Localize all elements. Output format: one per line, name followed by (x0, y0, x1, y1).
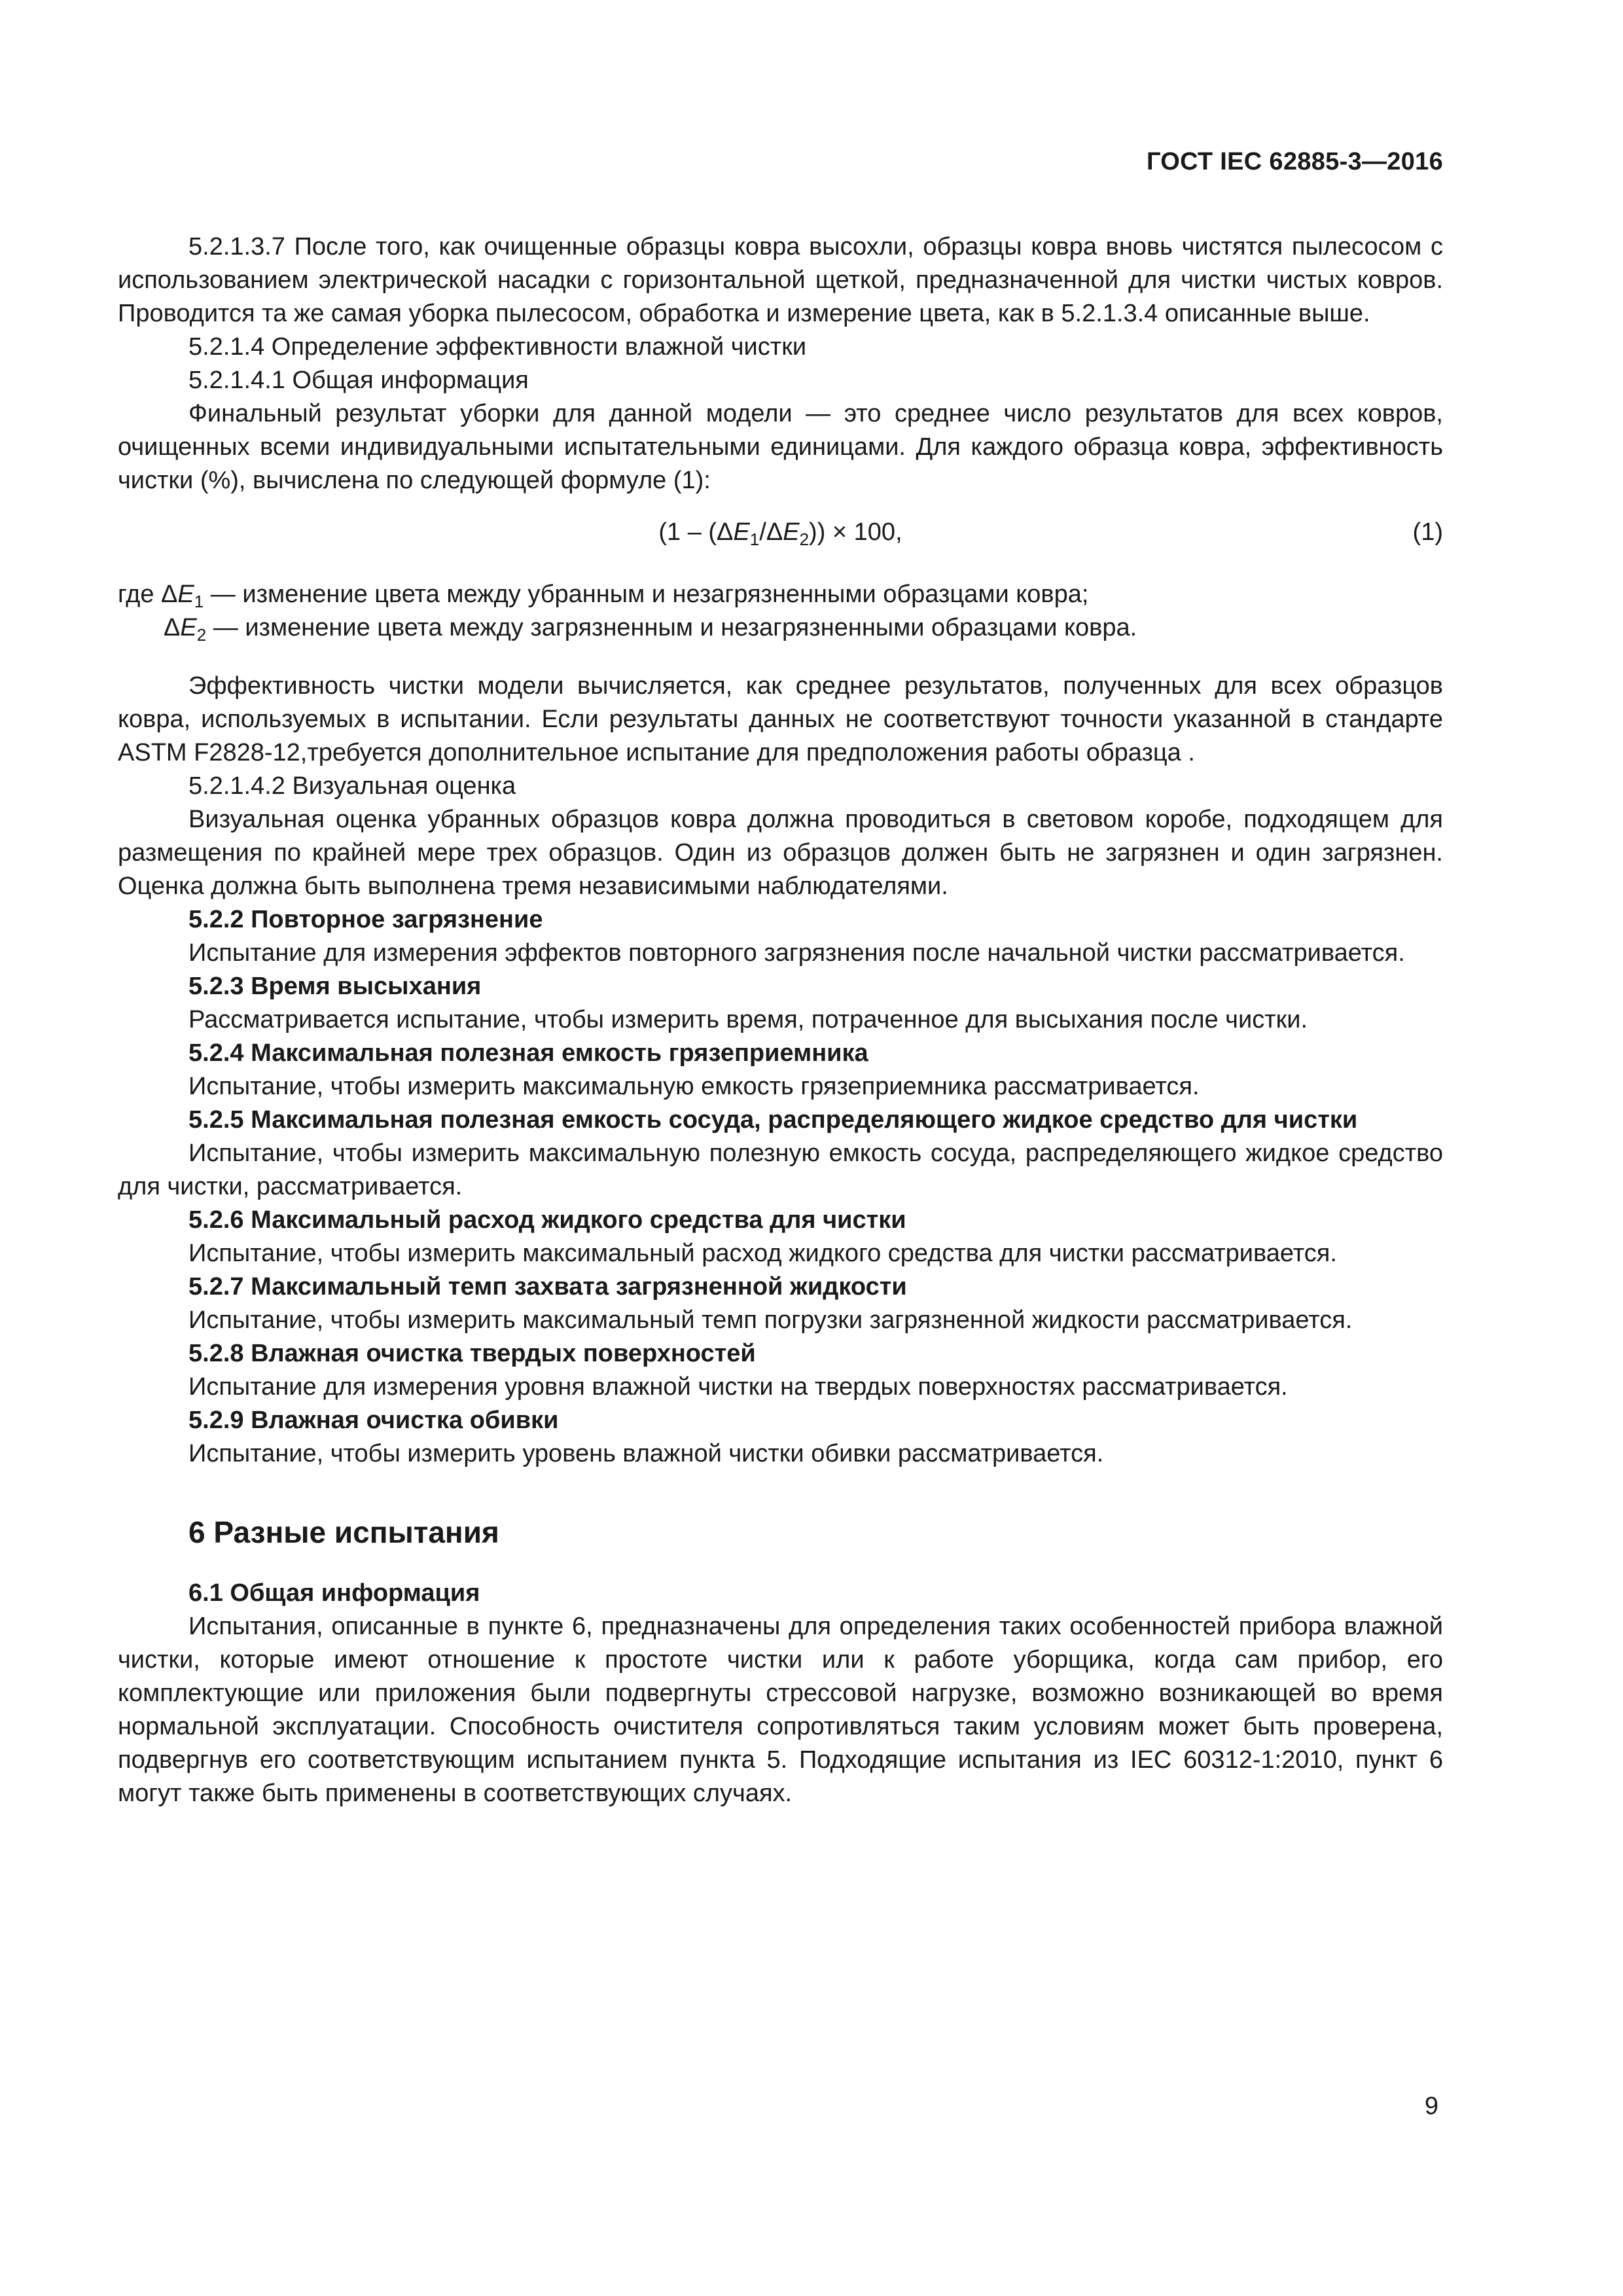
formula: $(1 - (\Delta E_1/\Delta E_2)) \times 100$, (658, 518, 902, 549)
paragraph-efficiency: Эффективность чистки модели вычисляется, как среднее результатов, полученных для всех образцов ковра, используемых в испытании. Если результаты данных не соответствуют точности указанной в стандарте ASTM F2828-12,требуется дополнительное испытание для предположения работы образца . (118, 672, 1443, 766)
heading-6-1: 6.1 Общая информация (188, 1579, 480, 1607)
page-content (118, 230, 1443, 1810)
text-5-2-4: Испытание, чтобы измерить максимальную емкость грязеприемника рассматривается. (188, 1073, 1200, 1100)
text-5-2-5: Испытание, чтобы измерить максимальную полезную емкость сосуда, распределяющего жидкое средство для чистки, рассматривается. (118, 1139, 1443, 1200)
text-5-2-8: Испытание для измерения уровня влажной чистки на твердых поверхностях рассматривается. (188, 1373, 1288, 1401)
heading-5-2-6: 5.2.6 Максимальный расход жидкого средства для чистки (188, 1206, 906, 1234)
where-definition-1: где $\Delta E_1$ — изменение цвета между убранным и незагрязненными образцами ковра; (118, 581, 1089, 611)
section-6-title: 6 Разные испытания (188, 1515, 499, 1549)
page-number: 9 (1424, 2092, 1438, 2120)
heading-5-2-1-4: 5.2.1.4 Определение эффективности влажной чистки (188, 333, 807, 361)
heading-5-2-2: 5.2.2 Повторное загрязнение (188, 906, 543, 933)
heading-5-2-9: 5.2.9 Влажная очистка обивки (188, 1407, 559, 1434)
formula-row (118, 516, 1443, 549)
text-5-2-3: Рассматривается испытание, чтобы измерить время, потраченное для высыхания после чистки. (188, 1006, 1308, 1033)
heading-5-2-7: 5.2.7 Максимальный темп захвата загрязненной жидкости (188, 1273, 907, 1300)
heading-5-2-8: 5.2.8 Влажная очистка твердых поверхностей (188, 1340, 756, 1367)
paragraph-visual-assessment: Визуальная оценка убранных образцов ковра должна проводиться в световом коробе, подходящем для размещения по крайней мере трех образцов. Один из образцов должен быть не загрязнен и один загрязнен. Оценка должна быть выполнена тремя независимыми наблюдателями. (118, 806, 1443, 900)
text-5-2-6: Испытание, чтобы измерить максимальный расход жидкого средства для чистки рассматривается. (188, 1240, 1337, 1267)
heading-5-2-5: 5.2.5 Максимальная полезная емкость сосуда, распределяющего жидкое средство для чистки (188, 1106, 1358, 1134)
text-6-1: Испытания, описанные в пункте 6, предназначены для определения таких особенностей прибора влажной чистки, которые имеют отношение к простоте чистки или к работе уборщика, когда сам прибор, его комплектующие или приложения были подвергнуты стрессовой нагрузке, возможно возникающей во время нормальной эксплуатации. Способность очистителя сопротивляться таким условиям может быть проверена, подвергнув его соответствующим испытанием пункта 5. Подходящие испытания из IEC 60312-1:2010, пункт 6 могут также быть применены в соответствующих случаях. (118, 1613, 1443, 1807)
heading-5-2-1-4-2: 5.2.1.4.2 Визуальная оценка (188, 772, 516, 800)
where-definition-2: $\Delta E_2$ — изменение цвета между загрязненным и незагрязненными образцами ковра. (164, 614, 1137, 645)
heading-5-2-4: 5.2.4 Максимальная полезная емкость грязеприемника (188, 1039, 868, 1067)
paragraph-5-2-1-3-7: 5.2.1.3.7 После того, как очищенные образцы ковра высохли, образцы ковра вновь чистятся пылесосом с использованием электрической насадки с горизонтальной щеткой, предназначенной для чистки чистых ковров. Проводится та же самая уборка пылесосом, обработка и измерение цвета, как в 5.2.1.3.4 описанные выше. (118, 233, 1443, 327)
spacer (118, 645, 1443, 670)
heading-5-2-3: 5.2.3 Время высыхания (188, 973, 482, 1000)
paragraph-final-result: Финальный результат уборки для данной модели — это среднее число результатов для всех ковров, очищенных всеми индивидуальными испытательными единицами. Для каждого образца ковра, эффективность чистки (%), вычислена по следующей формуле (1): (118, 400, 1443, 494)
text-5-2-2: Испытание для измерения эффектов повторного загрязнения после начальной чистки рассматривается. (188, 939, 1405, 967)
heading-5-2-1-4-1: 5.2.1.4.1 Общая информация (188, 367, 529, 394)
text-5-2-9: Испытание, чтобы измерить уровень влажной чистки обивки рассматривается. (188, 1440, 1104, 1467)
text-5-2-7: Испытание, чтобы измерить максимальный темп погрузки загрязненной жидкости рассматривается. (188, 1306, 1353, 1334)
document-code-header: ГОСТ IEC 62885-3—2016 (1146, 148, 1443, 175)
formula-number: (1) (1412, 518, 1443, 546)
